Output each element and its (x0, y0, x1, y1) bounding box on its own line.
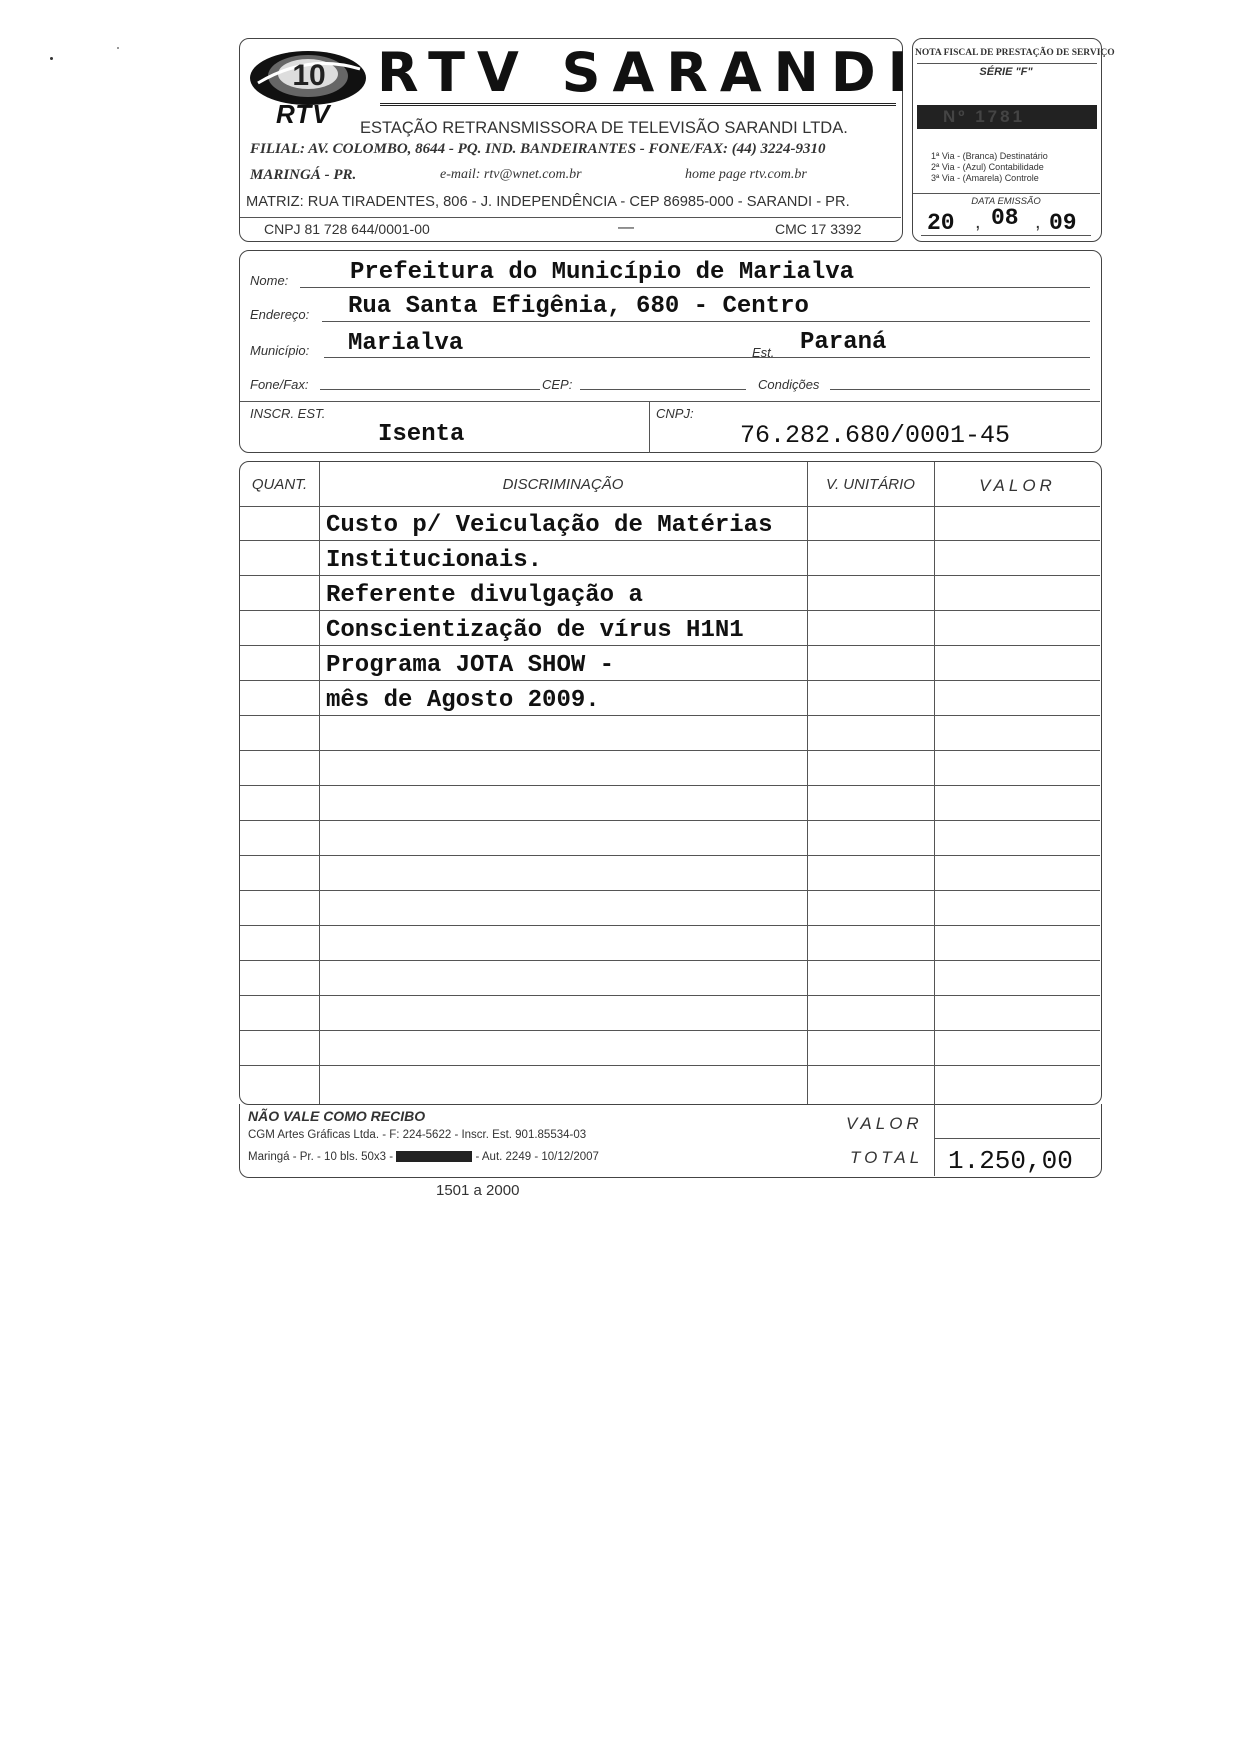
row-line (240, 855, 1100, 856)
client-box (239, 250, 1102, 453)
est-label: Est. (752, 345, 775, 360)
company-cnpj: CNPJ 81 728 644/0001-00 (264, 221, 430, 237)
logo (248, 47, 368, 129)
header-dash: — (618, 219, 634, 236)
via-2: 2ª Via - (Azul) Contabilidade (931, 162, 1044, 172)
cnpj-label: CNPJ: (656, 406, 694, 421)
endereco-value: Rua Santa Efigênia, 680 - Centro (348, 293, 809, 320)
maringa-city: MARINGÁ - PR. (250, 167, 357, 183)
brand-underline (380, 103, 896, 106)
printer-batch-b: - Aut. 2249 - 10/12/2007 (475, 1151, 599, 1163)
number-range: 1501 a 2000 (436, 1182, 520, 1199)
cnpj-value: 76.282.680/0001-45 (740, 421, 1011, 450)
row-line (240, 1030, 1100, 1031)
row-line (240, 715, 1100, 716)
municipio-line (324, 357, 820, 358)
row-line (240, 1065, 1100, 1066)
description-line: mês de Agosto 2009. (326, 687, 600, 714)
printer-info: CGM Artes Gráficas Ltda. - F: 224-5622 - Inscr. Est. 901.85534-03 (248, 1129, 587, 1141)
printer-batch-a: Maringá - Pr. - 10 bls. 50x3 - (248, 1151, 394, 1163)
description-line: Referente divulgação a (326, 582, 643, 609)
row-line (240, 960, 1100, 961)
filial-address: FILIAL: AV. COLOMBO, 8644 - PQ. IND. BANDEIRANTES - FONE/FAX: (44) 3224-9310 (250, 141, 826, 157)
valor-label: VALOR (846, 1114, 923, 1133)
matriz-address: MATRIZ: RUA TIRADENTES, 806 - J. INDEPENDÊNCIA - CEP 86985-000 - SARANDI - PR. (246, 193, 850, 210)
row-line (240, 610, 1100, 611)
via-3: 3ª Via - (Amarela) Controle (931, 173, 1039, 183)
printer-batch (248, 1151, 599, 1163)
row-line (240, 540, 1100, 541)
condicoes-line (830, 389, 1090, 390)
date-day: 20 (927, 210, 955, 236)
col-divider-quant (319, 462, 320, 1104)
cep-label: CEP: (542, 377, 573, 392)
inscr-value: Isenta (378, 421, 465, 448)
date-year: 09 (1049, 210, 1077, 236)
est-line (780, 357, 1090, 358)
total-value: 1.250,00 (948, 1146, 1073, 1176)
description-line: Custo p/ Veiculação de Matérias (326, 512, 773, 539)
total-box-top (934, 1138, 1100, 1139)
total-label: TOTAL (850, 1148, 924, 1167)
description-line: Programa JOTA SHOW - (326, 652, 615, 679)
municipio-value: Marialva (348, 330, 464, 357)
items-table (239, 461, 1102, 1105)
fiscal-date-rule (913, 193, 1100, 194)
municipio-label: Município: (250, 343, 310, 358)
description-line: Institucionais. (326, 547, 543, 574)
col-divider-disc (807, 462, 808, 1104)
date-sep-2: , (1035, 211, 1041, 233)
col-divider-vunit (934, 462, 935, 1104)
endereco-label: Endereço: (250, 307, 310, 322)
logo-abbr: RTV (276, 99, 331, 129)
nome-value: Prefeitura do Município de Marialva (350, 259, 855, 286)
company-cmc: CMC 17 3392 (775, 221, 862, 237)
inscr-label: INSCR. EST. (250, 406, 326, 421)
cep-line (580, 389, 746, 390)
row-line (240, 506, 1100, 507)
row-line (240, 575, 1100, 576)
row-line (240, 645, 1100, 646)
row-line (240, 785, 1100, 786)
fone-label: Fone/Fax: (250, 377, 309, 392)
description-line: Conscientização de vírus H1N1 (326, 617, 744, 644)
fone-line (320, 389, 540, 390)
header-v-unitario: V. UNITÁRIO (826, 476, 915, 493)
est-value: Paraná (800, 329, 887, 356)
nao-vale-recibo: NÃO VALE COMO RECIBO (248, 1108, 426, 1124)
via-1: 1ª Via - (Branca) Destinatário (931, 151, 1048, 161)
date-underline (921, 235, 1091, 236)
email: e-mail: rtv@wnet.com.br (440, 167, 582, 182)
redacted-block (396, 1151, 472, 1162)
row-line (240, 925, 1100, 926)
date-label: DATA EMISSÃO (971, 196, 1041, 207)
fiscal-serie: SÉRIE "F" (979, 66, 1033, 78)
brand-name: RTV SARANDI (377, 41, 920, 104)
fiscal-title-rule (917, 63, 1097, 64)
fiscal-number: Nº 1781 (943, 107, 1026, 126)
header-valor: VALOR (979, 476, 1056, 495)
total-box-left (934, 1104, 935, 1176)
date-month: 08 (991, 205, 1019, 231)
endereco-line (322, 321, 1090, 322)
row-line (240, 750, 1100, 751)
row-line (240, 995, 1100, 996)
stray-dot (117, 47, 119, 49)
header-quant: QUANT. (251, 476, 308, 493)
nome-line (300, 287, 1090, 288)
logo-number: 10 (292, 59, 326, 92)
header-divider (240, 217, 901, 218)
inscr-cnpj-divider (649, 401, 650, 453)
fiscal-title: NOTA FISCAL DE PRESTAÇÃO DE SERVIÇO (915, 48, 1115, 58)
row-line (240, 890, 1100, 891)
fiscal-box (912, 38, 1115, 242)
footer-box (239, 1104, 1102, 1178)
inscr-divider (240, 401, 1100, 402)
header-discriminacao: DISCRIMINAÇÃO (502, 476, 624, 493)
company-name: ESTAÇÃO RETRANSMISSORA DE TELEVISÃO SARANDI LTDA. (360, 119, 848, 137)
fiscal-number-bar (917, 105, 1097, 129)
homepage: home page rtv.com.br (685, 167, 807, 182)
header-box (239, 38, 920, 242)
condicoes-label: Condições (758, 377, 820, 392)
row-line (240, 680, 1100, 681)
nome-label: Nome: (250, 273, 289, 288)
stray-dot (50, 57, 53, 60)
row-line (240, 820, 1100, 821)
date-sep-1: , (975, 211, 981, 233)
